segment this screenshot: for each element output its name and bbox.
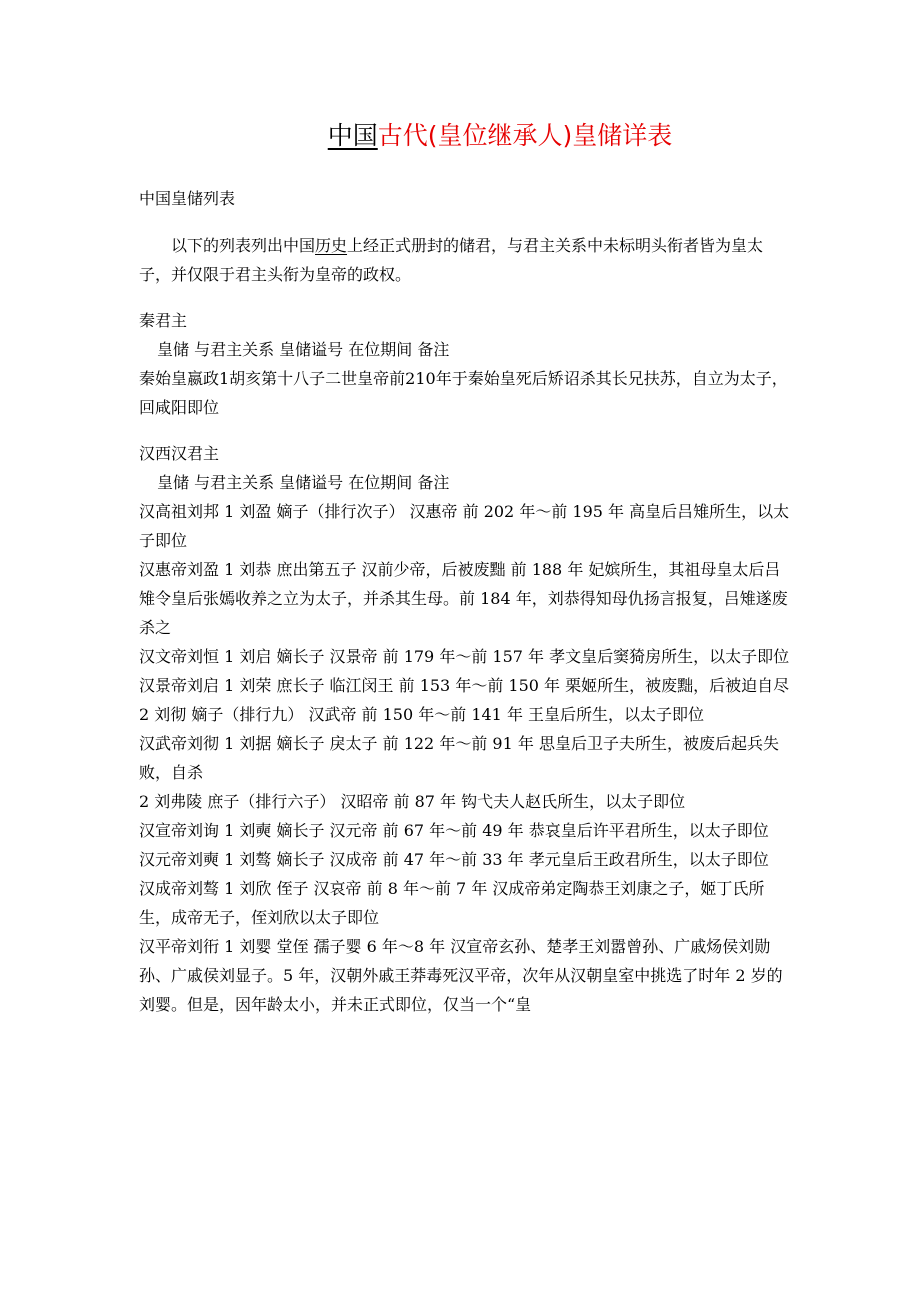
qin-column-header: 皇储 与君主关系 皇储谥号 在位期间 备注 <box>157 340 450 359</box>
page-title <box>0 116 920 156</box>
han-row: 汉成帝刘骜 1 刘欣 侄子 汉哀帝 前 8 年～前 7 年 汉成帝弟定陶恭王刘康之子，姬丁氏所生，成帝无子，侄刘欣以太子即位 <box>139 879 765 927</box>
han-row: 汉文帝刘恒 1 刘启 嫡长子 汉景帝 前 179 年～前 157 年 孝文皇后窦猗房所生，以太子即位 <box>139 647 790 666</box>
document-body <box>139 184 791 1019</box>
han-row: 汉武帝刘彻 1 刘据 嫡长子 戾太子 前 122 年～前 91 年 思皇后卫子夫所生，被废后起兵失败，自杀 <box>139 734 779 782</box>
intro-link-history[interactable]: 历史 <box>315 236 348 255</box>
title-link-china[interactable]: 中国 <box>327 121 378 150</box>
title-text: 古代(皇位继承人)皇储详表 <box>377 121 673 150</box>
han-row: 汉惠帝刘盈 1 刘恭 庶出第五子 汉前少帝，后被废黜 前 188 年 妃嫔所生，其祖母皇太后吕雉令皇后张嫣收养之立为太子，并杀其生母。前 184 年，刘恭得知母仇扬言报复，吕雉遂废杀之 <box>139 560 788 637</box>
han-row: 汉元帝刘奭 1 刘骜 嫡长子 汉成帝 前 47 年～前 33 年 孝元皇后王政君所生，以太子即位 <box>139 850 769 869</box>
han-row: 汉平帝刘衎 1 刘婴 堂侄 孺子婴 6 年～8 年 汉宣帝玄孙、楚孝王刘嚣曾孙、广戚炀侯刘勋孙、广戚侯刘显子。5 年，汉朝外戚王莽毒死汉平帝，次年从汉朝皇室中挑选了时年 2 岁的刘婴。但是，因年龄太小，并未正式即位，仅当一个“皇 <box>139 937 783 1014</box>
han-row: 汉景帝刘启 1 刘荣 庶长子 临江闵王 前 153 年～前 150 年 栗姬所生，被废黜，后被迫自尽 <box>139 676 790 695</box>
section-heading: 中国皇储列表 <box>139 189 236 208</box>
han-row: 2 刘弗陵 庶子（排行六子） 汉昭帝 前 87 年 钩弋夫人赵氏所生，以太子即位 <box>139 792 686 811</box>
han-row: 汉高祖刘邦 1 刘盈 嫡子（排行次子） 汉惠帝 前 202 年～前 195 年 高皇后吕雉所生，以太子即位 <box>139 502 790 550</box>
intro-text-before: 以下的列表列出中国 <box>171 236 316 255</box>
intro-paragraph <box>139 231 791 289</box>
qin-row: 秦始皇嬴政1胡亥第十八子二世皇帝前210年于秦始皇死后矫诏杀其长兄扶苏，自立为太子，回咸阳即位 <box>139 369 788 417</box>
han-column-header: 皇储 与君主关系 皇储谥号 在位期间 备注 <box>157 473 450 492</box>
han-row: 2 刘彻 嫡子（排行九） 汉武帝 前 150 年～前 141 年 王皇后所生，以太子即位 <box>139 705 705 724</box>
han-row: 汉宣帝刘询 1 刘奭 嫡长子 汉元帝 前 67 年～前 49 年 恭哀皇后许平君所生，以太子即位 <box>139 821 769 840</box>
intro-text-after: 上经正式册封的储君，与君主关系中未标明头衔者皆为皇太子，并仅限于君主头衔为皇帝的政权。 <box>139 236 764 284</box>
han-heading: 汉西汉君主 <box>139 444 220 463</box>
qin-heading: 秦君主 <box>139 311 188 330</box>
